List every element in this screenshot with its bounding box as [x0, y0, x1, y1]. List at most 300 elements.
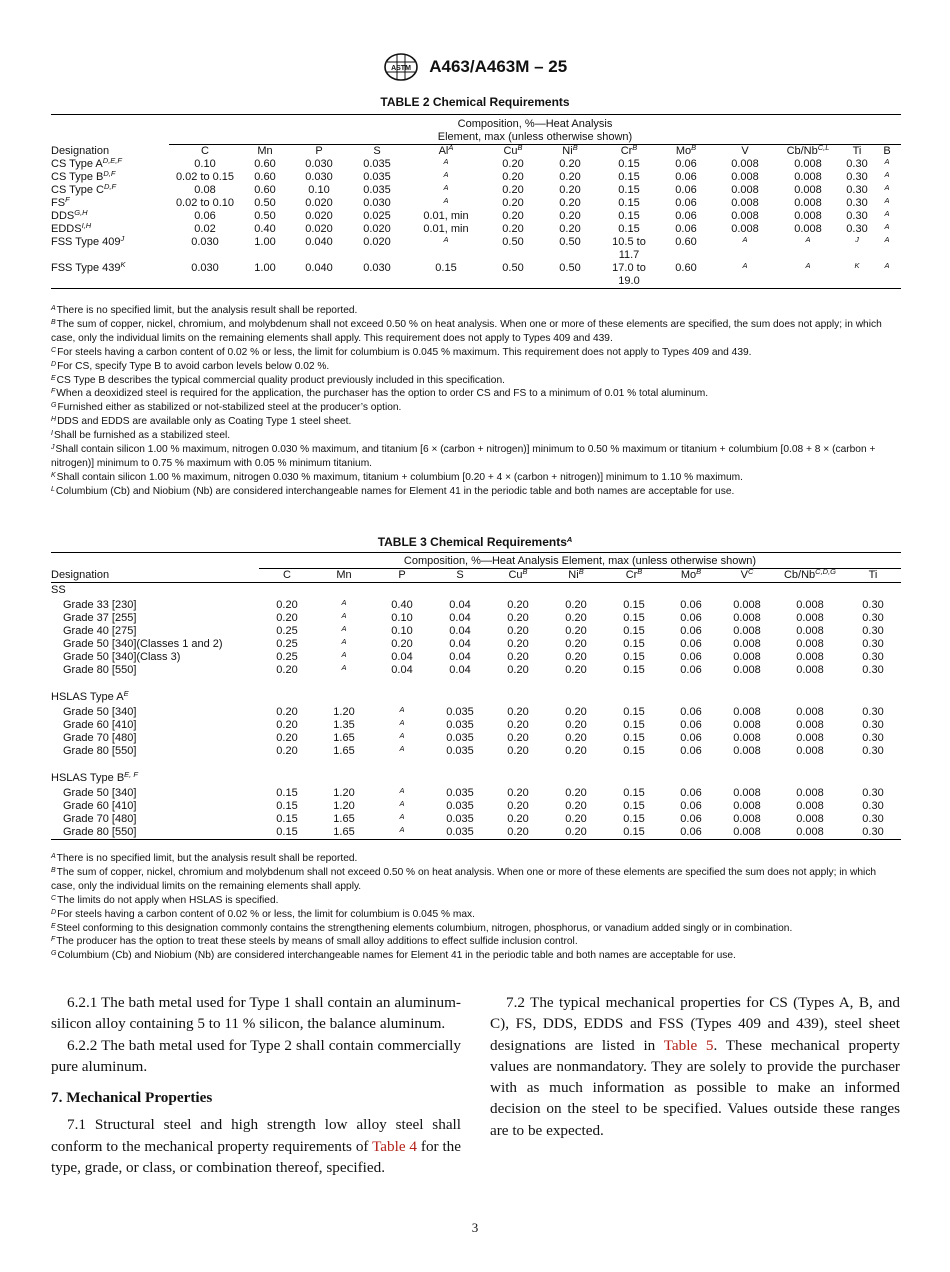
astm-logo-icon: [383, 52, 419, 82]
table-cell: 0.20: [565, 732, 587, 744]
table-cell: 0.15: [618, 184, 640, 196]
row-designation: Grade 70 [480]: [63, 732, 137, 744]
footnote: [51, 922, 901, 936]
table-cell: 0.008: [796, 625, 824, 637]
table-cell: [373, 826, 431, 840]
row-designation: Grade 60 [410]: [63, 800, 137, 812]
footnote: [51, 935, 901, 949]
table-row: [51, 638, 901, 651]
table-cell: 0.035: [363, 158, 391, 170]
table-cell: 0.60: [657, 262, 715, 289]
table-cell: 0.20: [391, 638, 413, 650]
table-cell: 0.06: [663, 826, 719, 840]
table-cell: 0.06: [675, 171, 697, 183]
table-cell: 0.15: [623, 664, 645, 676]
table2-col-label: Cb/Nb: [786, 145, 818, 157]
table-cell: 0.008: [733, 664, 761, 676]
table3-col-label: Ti: [868, 569, 878, 581]
table-cell: 0.20: [565, 625, 587, 637]
table-cell: 0.30: [862, 800, 884, 812]
table-cell: 0.06: [680, 800, 702, 812]
group-label: SS: [51, 584, 66, 596]
table-cell-note-ref: K: [854, 261, 860, 270]
row-designation: Grade 40 [275]: [63, 625, 137, 637]
table-cell: 0.40: [391, 599, 413, 611]
table-row: [51, 706, 901, 719]
table3-col-label: S: [456, 569, 464, 581]
table-cell: 0.20: [507, 800, 529, 812]
table-row: [51, 732, 901, 745]
table-cell: 0.008: [794, 223, 822, 235]
footnote-text: Furnished either as stabilized or not-stabilized steel at the producer’s option.: [57, 402, 402, 414]
table-cell: 1.65: [333, 745, 355, 757]
table2-col-header: [169, 145, 241, 159]
table-cell-note-ref: A: [341, 637, 347, 646]
table-cell: 0.20: [559, 158, 581, 170]
table3-col-sup: B: [578, 567, 584, 576]
table3-col-sup: C,D,G: [815, 567, 837, 576]
footnote-key: D: [51, 360, 57, 368]
table-cell: 0.030: [191, 236, 219, 248]
table3-caption: [0, 535, 950, 549]
table-cell: 0.40: [254, 223, 276, 235]
table-cell: 0.06: [680, 745, 702, 757]
row-designation: Grade 50 [340](Class 3): [63, 651, 181, 663]
table2-col-sup: C,L: [817, 143, 830, 152]
table-cell: 0.15: [276, 787, 298, 799]
table-cell: 0.008: [796, 706, 824, 718]
table3-col-sup: B: [696, 567, 702, 576]
table-cell: 0.035: [446, 732, 474, 744]
para-7-2-text-a: 7.2 The typical mechanical properties for CS (Types A, B, and C), FS, DDS, EDDS and FSS (Types 409 and 439), steel sheet designations are listed in: [490, 994, 900, 1054]
table-cell: 0.15: [618, 197, 640, 209]
table-cell: 0.20: [565, 651, 587, 663]
table-cell: 0.15: [623, 625, 645, 637]
row-designation: Grade 80 [550]: [63, 664, 137, 676]
right-column: [490, 992, 900, 1141]
row-designation: [51, 262, 169, 289]
table3-col-header: [663, 569, 719, 583]
footnote-text: Steel conforming to this designation commonly contains the strengthening elements columbium, nitrogen, phosphorus, or vanadium added singly or in combination.: [56, 922, 793, 934]
table-cell: 0.20: [276, 732, 298, 744]
table3-col-label: Mn: [336, 569, 352, 581]
designation-sup: D,F: [103, 169, 116, 178]
table-cell: 0.20: [507, 651, 529, 663]
table-cell: 0.15: [618, 210, 640, 222]
table-cell-note-ref: A: [884, 170, 890, 179]
table-cell: 0.008: [796, 651, 824, 663]
footnote-text: The sum of copper, nickel, chromium, and molybdenum shall not exceed 0.50 % on heat analysis. When one or more of these elements are specified, the sum does not apply; in which case, only the individual limits on the remaining elements shall apply. This requirement does not apply to Types 409 and 439.: [51, 318, 882, 344]
table-cell-note-ref: A: [443, 196, 449, 205]
footnote-key: B: [51, 318, 56, 326]
table3-col-sup: B: [522, 567, 528, 576]
table2-col-label: Mo: [675, 145, 692, 157]
designation-label: CS Type A: [51, 158, 103, 170]
footnote: [51, 374, 901, 388]
footnote-text: Shall be furnished as a stabilized steel.: [53, 430, 231, 442]
footnote: [51, 429, 901, 443]
table-cell: 0.030: [305, 171, 333, 183]
table-cell: 0.008: [733, 813, 761, 825]
table2-col-sup: B: [691, 143, 697, 152]
table-cell: 0.04: [391, 664, 413, 676]
para-6-2-1: 6.2.1 The bath metal used for Type 1 shall contain an aluminum-silicon alloy containing 5 to 11 % silicon, the balance aluminum.: [51, 994, 461, 1033]
table-cell: [315, 664, 373, 691]
table-cell: 0.020: [305, 197, 333, 209]
footnote: [51, 443, 901, 471]
table4-link[interactable]: Table 4: [372, 1137, 418, 1155]
table-cell: 0.20: [565, 800, 587, 812]
table2-col-label: B: [883, 145, 891, 157]
table-row: [51, 158, 901, 171]
table-cell: 0.20: [559, 197, 581, 209]
table-cell-note-ref: A: [884, 222, 890, 231]
table3-col-header: [259, 569, 315, 583]
table5-link[interactable]: Table 5: [663, 1036, 714, 1054]
row-designation: [51, 210, 169, 223]
table-cell-note-ref: A: [399, 799, 405, 808]
row-designation: Grade 50 [340]: [63, 706, 137, 718]
table-cell: 0.30: [862, 732, 884, 744]
table-cell: 0.10: [194, 158, 216, 170]
table3-col-header: [315, 569, 373, 583]
table3-col-header: [547, 569, 605, 583]
footnote-text: Shall contain silicon 1.00 % maximum, nitrogen 0.030 % maximum, and titanium [6 × (carbon + nitrogen)] minimum to 0.50 % maximum or titanium + columbium [0.08 + 8 × (carbon + nitrogen)] minimum to 0.75 % maximum with 0.05 % minimum titanium.: [51, 444, 876, 469]
table-cell: 0.15: [623, 706, 645, 718]
table2-caption: TABLE 2 Chemical Requirements: [380, 95, 570, 109]
table-cell: 1.65: [333, 732, 355, 744]
table-row: [51, 625, 901, 638]
footnote-text: The producer has the option to treat these steels by means of small alloy additions to effect sulfide inclusion control.: [56, 936, 578, 948]
row-designation: Grade 80 [550]: [51, 826, 259, 840]
table-cell: 0.06: [680, 599, 702, 611]
table2-col-header: [289, 145, 349, 159]
table-cell: 0.04: [449, 599, 471, 611]
table2-col-header: [601, 145, 657, 159]
table-cell: 0.20: [507, 813, 529, 825]
table-cell: 0.008: [794, 184, 822, 196]
table-cell: 0.008: [733, 719, 761, 731]
footnote-key: K: [51, 471, 56, 479]
table-cell: 0.30: [862, 813, 884, 825]
table-cell: 0.30: [862, 625, 884, 637]
table-cell: 0.035: [446, 719, 474, 731]
para-7-1: [51, 1114, 461, 1178]
table-row: [51, 787, 901, 800]
designation-sup: D,E,F: [102, 156, 122, 165]
table-cell: 0.15: [618, 171, 640, 183]
table-cell: 0.04: [449, 638, 471, 650]
table-cell: 0.20: [502, 223, 524, 235]
footnote: [51, 908, 901, 922]
table-cell: 0.15: [623, 638, 645, 650]
table-cell-note-ref: A: [443, 183, 449, 192]
left-column: [51, 992, 461, 1178]
table-cell: 0.008: [731, 197, 759, 209]
footnote-key: C: [51, 346, 57, 354]
table-cell: 0.06: [675, 223, 697, 235]
table3-col-header: [845, 569, 901, 583]
table3-group-head: Composition, %—Heat Analysis Element, max (unless otherwise shown): [259, 553, 901, 569]
footnote-text: The limits do not apply when HSLAS is specified.: [57, 894, 279, 906]
table2-col-label: P: [315, 145, 323, 157]
table3-col-header: [775, 569, 845, 583]
table-cell: 0.10: [391, 612, 413, 624]
table-cell: 0.20: [507, 612, 529, 624]
table-cell: [405, 236, 487, 262]
group-name: [51, 772, 901, 787]
table-cell: 0.30: [862, 599, 884, 611]
table-cell: 0.20: [565, 664, 587, 676]
table2-col-header: [349, 145, 405, 159]
footnote-key: G: [51, 402, 57, 410]
table-cell: 0.04: [449, 664, 471, 676]
table-cell-note-ref: A: [884, 183, 890, 192]
table2-footnotes: [51, 304, 901, 499]
table-cell: 0.01, min: [423, 210, 469, 222]
table-cell: 0.008: [796, 787, 824, 799]
table-cell: 0.20: [502, 210, 524, 222]
table3: [51, 552, 901, 840]
table-cell: 0.15: [623, 732, 645, 744]
table-cell: 0.20: [565, 612, 587, 624]
table-cell-note-ref: A: [399, 825, 405, 834]
page-number: 3: [471, 1220, 479, 1235]
group-sup: E: [123, 689, 129, 698]
table-cell-note-ref: A: [443, 157, 449, 166]
row-designation: Grade 37 [255]: [63, 612, 137, 624]
table-cell: 0.30: [845, 826, 901, 840]
table-cell: 0.040: [305, 236, 333, 248]
table3-col-header: [489, 569, 547, 583]
table-cell: 0.20: [507, 706, 529, 718]
table-cell: 0.035: [363, 184, 391, 196]
footnote-key: E: [51, 374, 56, 382]
table3-col-label: Cr: [625, 569, 638, 581]
footnote-key: A: [51, 853, 56, 860]
designation-sup: F: [65, 195, 70, 204]
table-cell-note-ref: A: [399, 718, 405, 727]
table2-col-sup: A: [448, 143, 454, 152]
table-cell: 0.15: [276, 813, 298, 825]
para-7-2: [490, 992, 900, 1141]
table-cell-note-ref: A: [805, 261, 811, 270]
table-row: [51, 826, 901, 840]
table-cell: 0.06: [680, 719, 702, 731]
table-cell: 0.008: [796, 732, 824, 744]
table-cell: 0.08: [194, 184, 216, 196]
table-cell: 0.20: [559, 210, 581, 222]
table-cell: 0.035: [363, 171, 391, 183]
table-cell: 0.15: [618, 223, 640, 235]
table-cell: 0.30: [862, 664, 884, 676]
footnote-text: The sum of copper, nickel, chromium and molybdenum shall not exceed 0.50 % on heat analysis. When one or more of these elements are specified the sum does not apply; in which case, only the individual limits on the remaining elements shall apply.: [51, 866, 877, 892]
table-cell: 0.008: [731, 171, 759, 183]
table-cell: 0.008: [796, 612, 824, 624]
table-cell: 0.008: [796, 800, 824, 812]
table-cell: 0.06: [675, 210, 697, 222]
table3-col-header: [373, 569, 431, 583]
table-row: [51, 599, 901, 612]
table-cell: 0.30: [862, 719, 884, 731]
table-cell: 0.15: [623, 745, 645, 757]
footnote-text: When a deoxidized steel is required for the application, the purchaser has the option to order CS and FS to a minimum of 0.01 % total aluminum.: [56, 388, 709, 400]
footnote-text: There is no specified limit, but the analysis result shall be reported.: [56, 853, 358, 864]
table-cell: 0.06: [680, 612, 702, 624]
table-cell: 17.0 to 19.0: [601, 262, 657, 289]
table-cell: 0.008: [794, 171, 822, 183]
footnote-key: A: [51, 305, 56, 312]
designation-label: CS Type B: [51, 171, 104, 183]
table-cell: 0.15: [623, 787, 645, 799]
table-cell-note-ref: A: [399, 731, 405, 740]
table-cell: 0.20: [507, 745, 529, 757]
table-cell: 0.25: [276, 625, 298, 637]
table2-col-label: Ni: [562, 145, 573, 157]
table3-col-header: [51, 569, 259, 583]
table-cell: 0.02 to 0.10: [175, 197, 235, 209]
table-cell: 0.06: [680, 664, 702, 676]
table-cell: 0.10: [391, 625, 413, 637]
table-cell-note-ref: A: [742, 261, 748, 270]
table-cell: 0.60: [254, 171, 276, 183]
table-cell: 0.20: [565, 638, 587, 650]
designation-label: FSS Type 439: [51, 262, 121, 274]
table-cell: 0.008: [796, 599, 824, 611]
footnote-text: Columbium (Cb) and Niobium (Nb) are considered interchangeable names for Element 41 in the periodic table and both names are acceptable for use.: [57, 950, 736, 962]
table-cell: 0.008: [733, 625, 761, 637]
designation-label: FS: [51, 197, 66, 209]
table-cell: [775, 262, 841, 289]
designation-sup: J: [120, 234, 125, 243]
table3-col-label: Cb/Nb: [783, 569, 816, 581]
footnote: [51, 852, 901, 866]
table-cell: 0.06: [680, 651, 702, 663]
table-cell: 0.30: [862, 651, 884, 663]
table-cell: 1.65: [315, 826, 373, 840]
table3-col-label: Cu: [508, 569, 523, 581]
table-cell: 0.06: [194, 210, 216, 222]
footnote: [51, 387, 901, 401]
designation-sup: I,H: [81, 221, 92, 230]
table-row: [51, 664, 901, 691]
table-cell: [405, 197, 487, 210]
table3-caption-sup: A: [566, 535, 573, 544]
table-cell: 0.20: [547, 826, 605, 840]
group-sup: E, F: [124, 770, 138, 779]
table-cell: 0.25: [276, 638, 298, 650]
table-cell: [373, 745, 431, 772]
table3-footnotes: [51, 852, 901, 963]
table-row: [51, 197, 901, 210]
table-cell-note-ref: A: [443, 235, 449, 244]
table3-col-header: [605, 569, 663, 583]
table-row: [51, 184, 901, 197]
table-cell: 0.06: [675, 158, 697, 170]
table-cell: 0.30: [862, 787, 884, 799]
table-cell-note-ref: A: [884, 235, 890, 244]
row-designation: Grade 50 [340]: [63, 787, 137, 799]
table-cell: 0.035: [446, 745, 474, 757]
designation-label: EDDS: [51, 223, 82, 235]
table-cell: 0.008: [733, 638, 761, 650]
table3-col-sup: B: [637, 567, 643, 576]
row-designation: Grade 80 [550]: [63, 745, 137, 757]
footnote-key: J: [51, 444, 55, 452]
footnote-text: For steels having a carbon content of 0.02 % or less, the limit for columbium is 0.045 % max.: [57, 908, 475, 920]
table-cell: 0.008: [731, 184, 759, 196]
table-cell: 0.008: [731, 210, 759, 222]
table2-col-label: Cr: [620, 145, 633, 157]
table-cell: 0.030: [363, 197, 391, 209]
table2-col-label: S: [373, 145, 381, 157]
table2-col-sup: B: [517, 143, 523, 152]
footnote-key: C: [51, 894, 57, 902]
footnote: [51, 360, 901, 374]
footnote-text: For steels having a carbon content of 0.02 % or less, the limit for columbium is 0.045 % maximum. This requirement does not apply to Types 409 and 439.: [57, 346, 752, 358]
table2-col-header: [241, 145, 289, 159]
footnote-text: Shall contain silicon 1.00 % maximum, nitrogen 0.030 % maximum, titanium + columbium [0.20 + 4 × (carbon + nitrogen)] minimum to 1.10 % maximum.: [56, 471, 743, 483]
table-cell: 0.15: [623, 612, 645, 624]
table2-col-label: Mn: [257, 145, 273, 157]
footnote-key: B: [51, 866, 56, 874]
group-label: HSLAS Type B: [51, 772, 125, 784]
table-cell-note-ref: A: [399, 786, 405, 795]
table-cell: 0.008: [731, 223, 759, 235]
table-cell: 0.008: [719, 826, 775, 840]
table-cell: 0.008: [794, 158, 822, 170]
table2: [51, 114, 901, 289]
table2-group-head-2: Element, max (unless otherwise shown): [169, 131, 901, 145]
table2-col-sup: B: [572, 143, 578, 152]
table-cell: 0.30: [862, 638, 884, 650]
footnote: [51, 401, 901, 415]
table-cell: 0.008: [733, 745, 761, 757]
page-header: [0, 52, 950, 82]
footnote-key: L: [51, 485, 55, 493]
table-cell-note-ref: A: [884, 261, 890, 270]
table3-col-label: Mo: [680, 569, 697, 581]
table-row: [51, 210, 901, 223]
table3-caption-text: TABLE 3 Chemical Requirements: [377, 535, 567, 549]
table-cell-note-ref: A: [884, 209, 890, 218]
row-designation: Grade 70 [480]: [63, 813, 137, 825]
table-cell: 0.20: [502, 184, 524, 196]
table2-group-head-1: Composition, %—Heat Analysis: [169, 115, 901, 132]
table-cell: 0.20: [276, 664, 298, 676]
table-cell: 0.60: [254, 184, 276, 196]
table2-col-label: Al: [438, 145, 449, 157]
footnote-key: D: [51, 908, 57, 916]
para-6-2-2: 6.2.2 The bath metal used for Type 2 shall contain commercially pure aluminum.: [51, 1036, 461, 1075]
table-cell: 0.06: [680, 732, 702, 744]
group-row: [51, 583, 901, 600]
table-cell: 0.20: [559, 223, 581, 235]
table-cell-note-ref: A: [742, 235, 748, 244]
table-cell: 0.20: [507, 625, 529, 637]
table-cell: 0.15: [259, 826, 315, 840]
table-cell: 0.20: [276, 599, 298, 611]
footnote: [51, 949, 901, 963]
table-row: [51, 800, 901, 813]
group-row: [51, 772, 901, 787]
table-cell: 0.30: [862, 706, 884, 718]
table-cell-note-ref: A: [341, 650, 347, 659]
table-cell: 0.20: [507, 732, 529, 744]
table-cell: 0.30: [862, 745, 884, 757]
table2-col-header: [487, 145, 539, 159]
table-cell: 0.008: [794, 197, 822, 209]
